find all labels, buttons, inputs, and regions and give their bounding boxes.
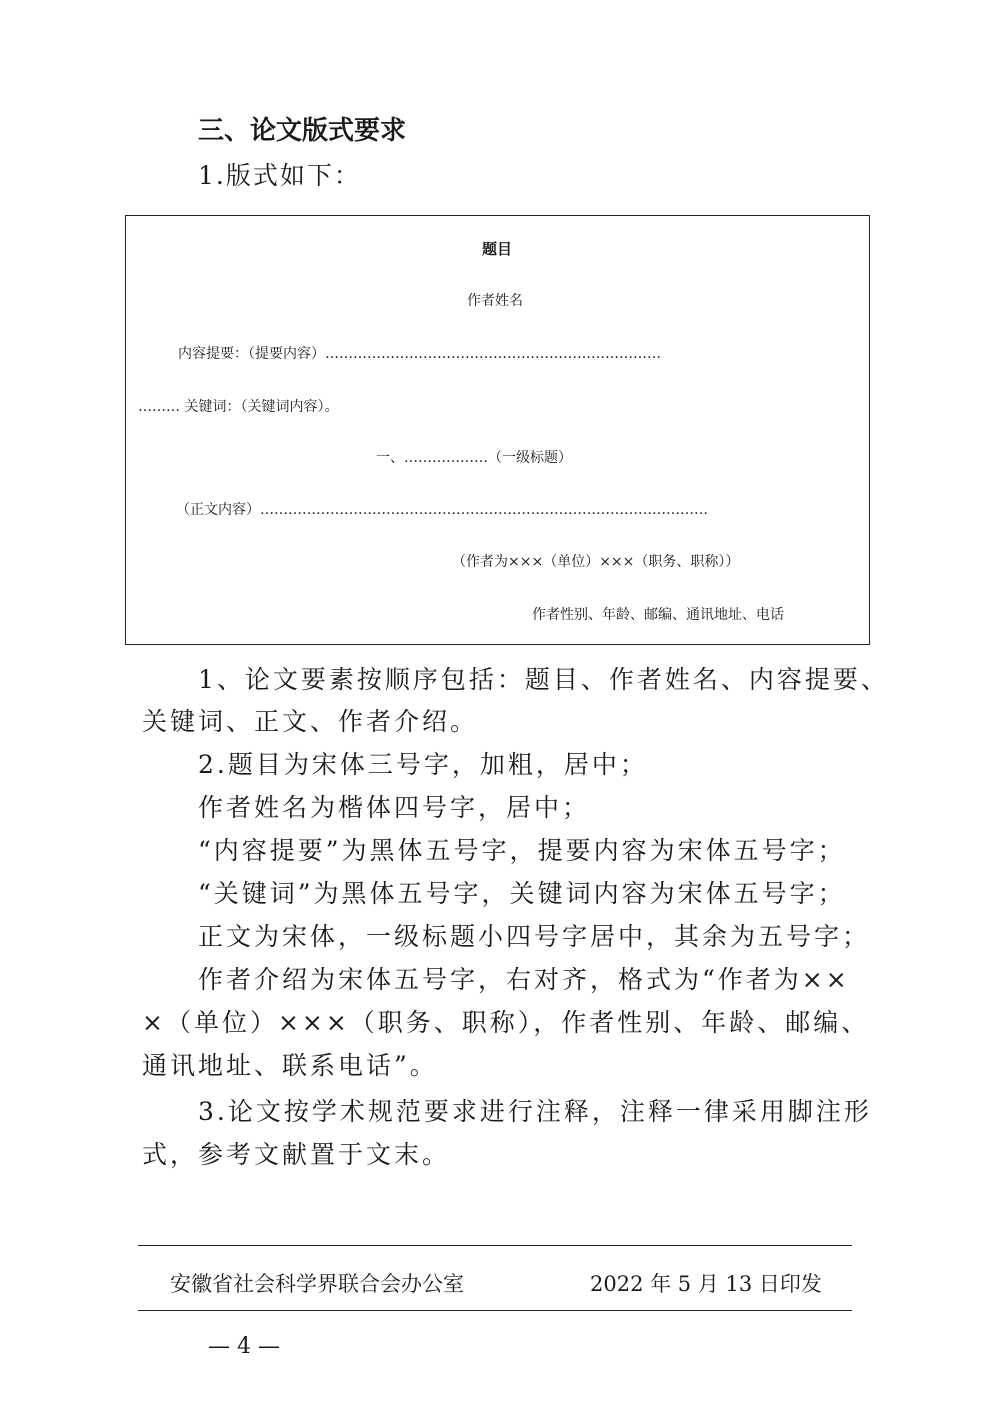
footer-top-rule xyxy=(138,1245,852,1246)
footer-date: 2022 年 5 月 13 日印发 xyxy=(590,1272,822,1296)
paragraph-line: 作者介绍为宋体五号字，右对齐，格式为“作者为×× xyxy=(198,965,850,994)
paragraph-line: 3.论文按学术规范要求进行注释，注释一律采用脚注形 xyxy=(198,1097,872,1126)
format-sample-box xyxy=(125,215,870,645)
footer-issuer: 安徽省社会科学界联合会办公室 xyxy=(170,1272,464,1296)
paragraph-line: ×（单位）×××（职务、职称），作者性别、年龄、邮编、 xyxy=(142,1008,870,1037)
sample-author-intro-line1: （作者为×××（单位）×××（职务、职称）） xyxy=(452,554,740,570)
paragraph-line: 式，参考文献置于文末。 xyxy=(142,1140,451,1169)
paragraph-line: 关键词、正文、作者介绍。 xyxy=(142,707,479,736)
sample-author-name: 作者姓名 xyxy=(467,293,523,309)
sample-author-intro-line2: 作者性别、年龄、邮编、通讯地址、电话 xyxy=(532,607,784,623)
paragraph-line: 作者姓名为楷体四号字，居中； xyxy=(198,793,591,822)
page-number: — 4 — xyxy=(208,1334,280,1359)
sample-level1-heading: 一、………………（一级标题） xyxy=(376,450,572,466)
sample-abstract-line: 内容提要：（提要内容）……………………………………………………………… xyxy=(178,346,661,362)
subheading: 1.版式如下： xyxy=(198,161,361,190)
paragraph-line: 通讯地址、联系电话”。 xyxy=(142,1051,438,1080)
paragraph-line: “内容提要”为黑体五号字，提要内容为宋体五号字； xyxy=(198,836,846,865)
sample-keywords-line: ……… 关键词：（关键词内容）。 xyxy=(138,399,339,415)
section-heading: 三、论文版式要求 xyxy=(198,116,407,146)
paragraph-line: 1、论文要素按顺序包括：题目、作者姓名、内容提要、 xyxy=(198,665,889,694)
paragraph-line: 正文为宋体，一级标题小四号字居中，其余为五号字； xyxy=(198,922,871,951)
sample-title: 题目 xyxy=(482,240,513,258)
footer-bottom-rule xyxy=(138,1310,852,1311)
paragraph-line: “关键词”为黑体五号字，关键词内容为宋体五号字； xyxy=(198,879,846,908)
sample-body-line: （正文内容）…………………………………………………………………………………… xyxy=(176,502,708,518)
paragraph-line: 2.题目为宋体三号字，加粗，居中； xyxy=(198,750,648,779)
